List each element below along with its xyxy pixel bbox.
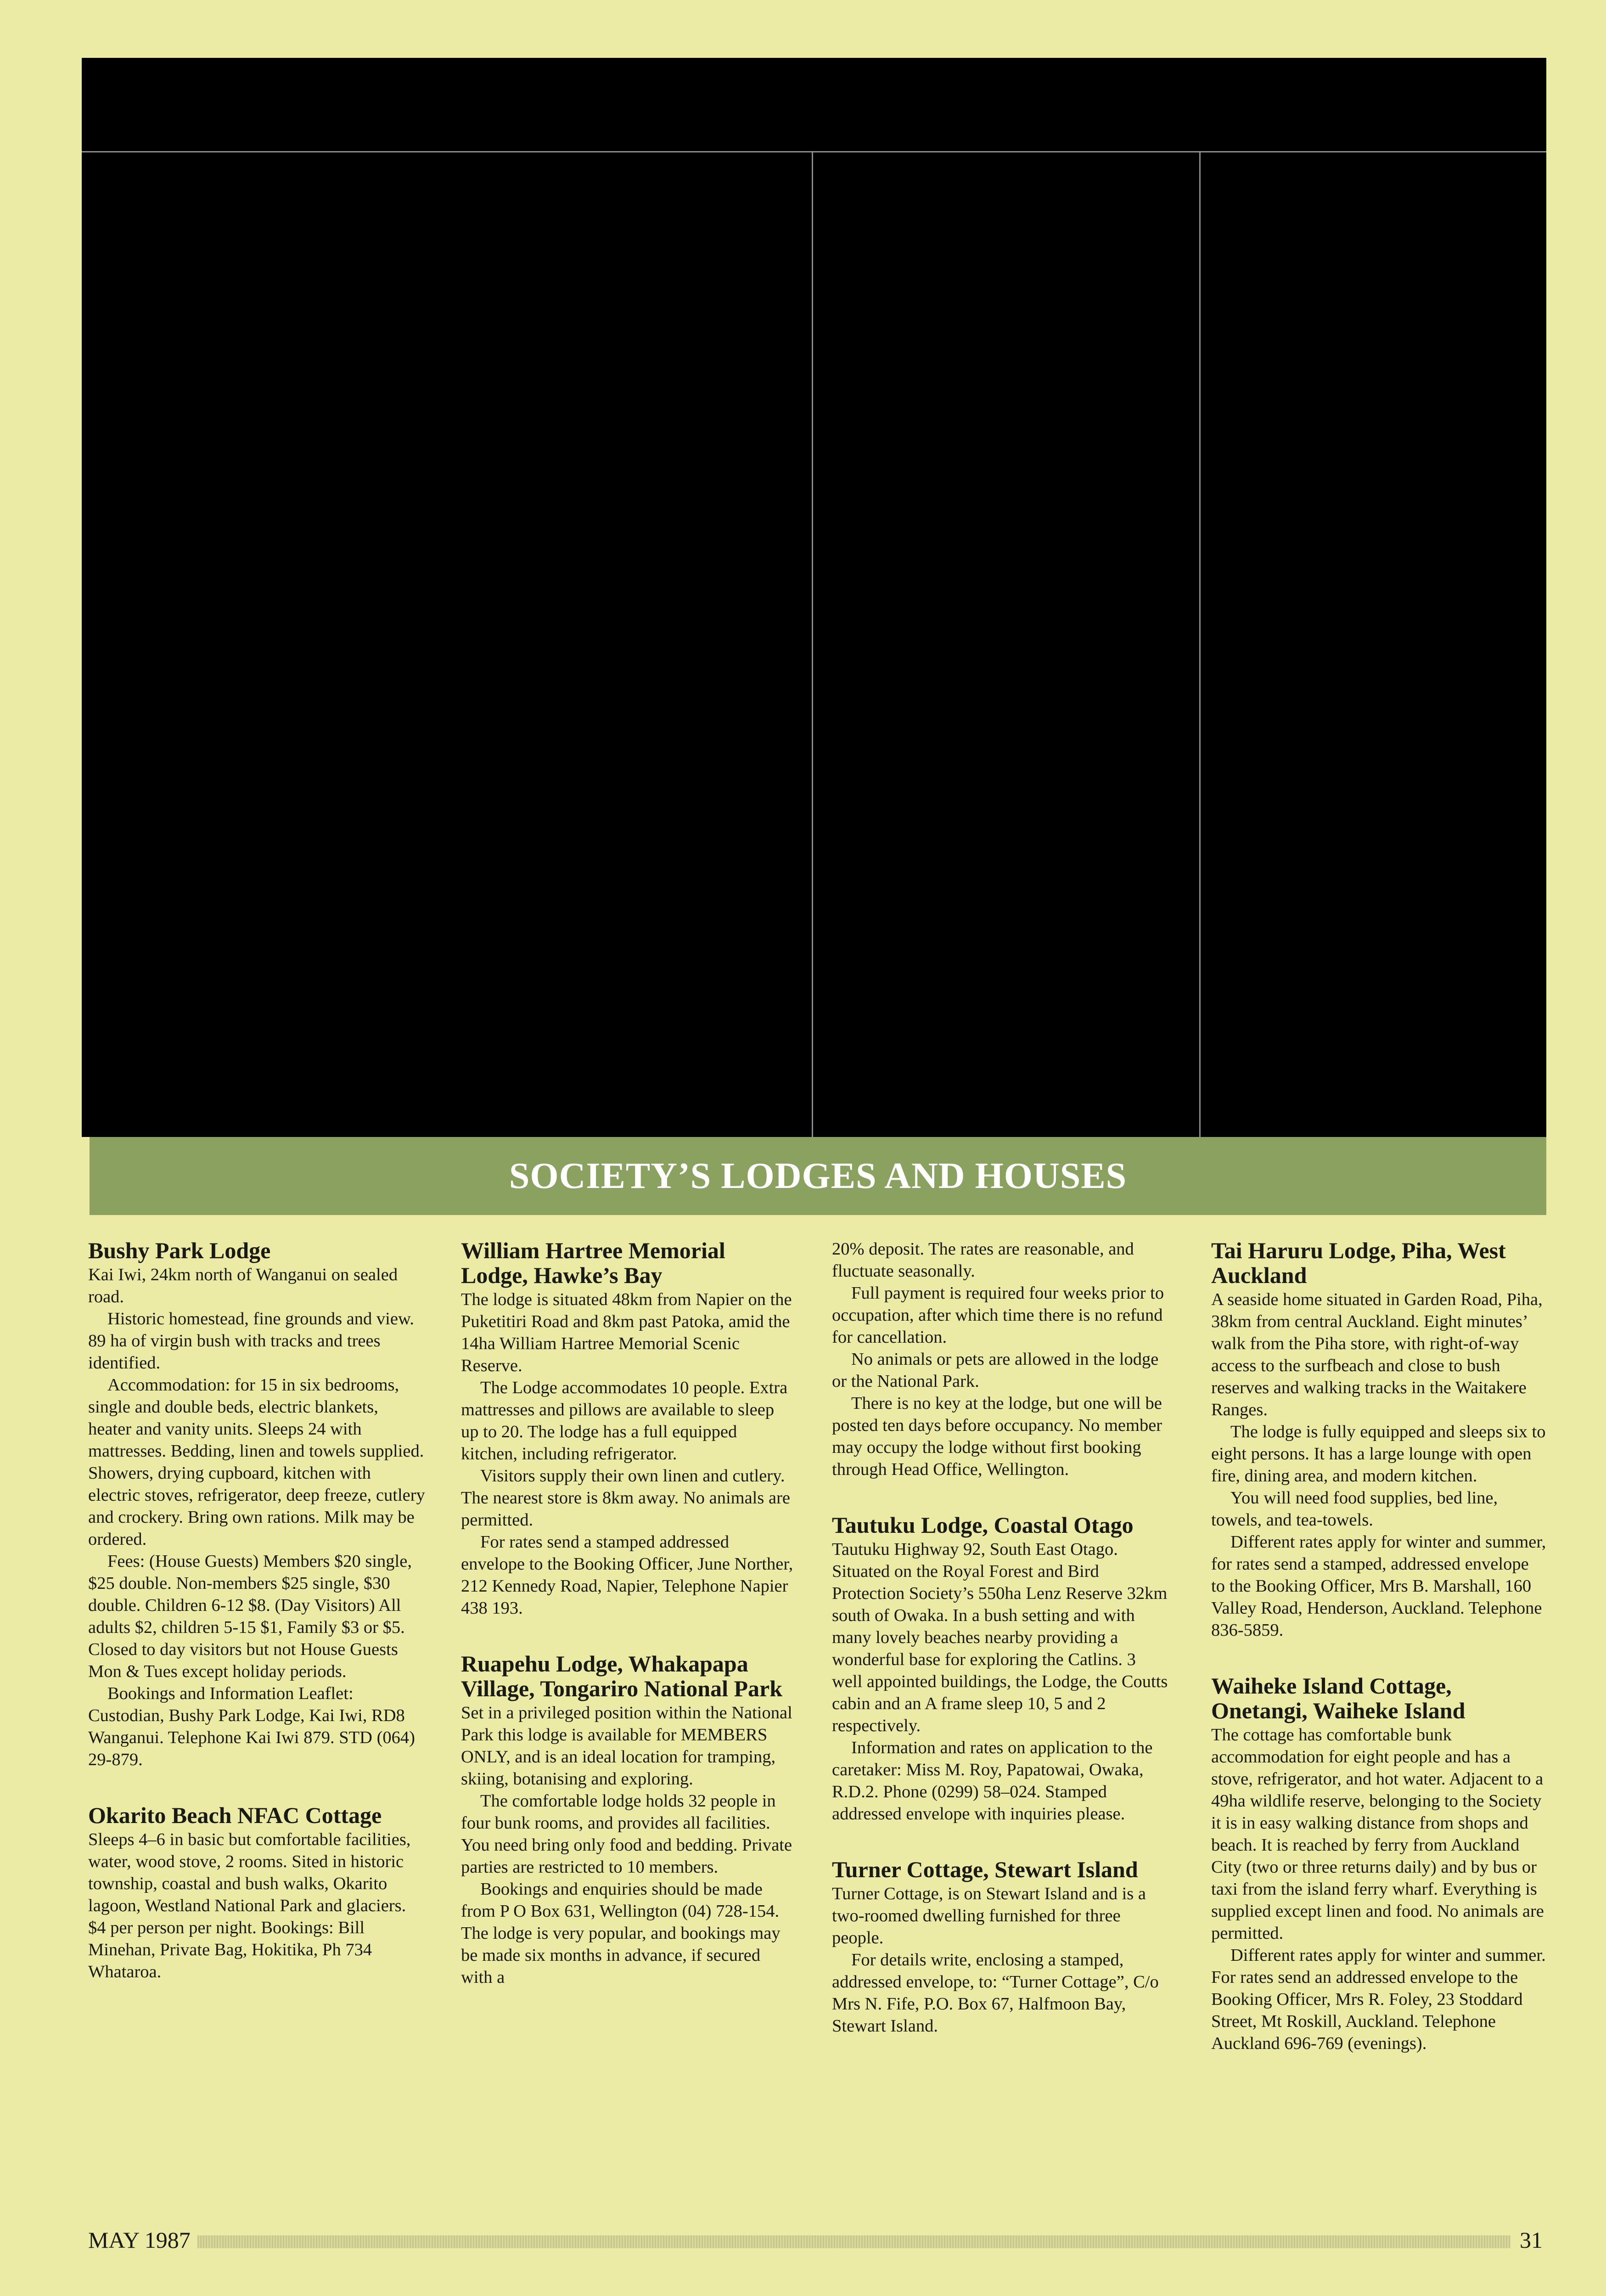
lodge-paragraph: The lodge is situated 48km from Napier on the Puketitiri Road and 8km past Patoka, amid the 14ha William Hartree Memorial Scenic Reserve. [461,1290,792,1375]
section-title: SOCIETY’S LODGES AND HOUSES [509,1155,1127,1196]
lodge-paragraph: Different rates apply for winter and summer. For rates send an addressed envelope to the Booking Officer, Mrs R. Foley, 23 Stoddard Street, Mt Roskill, Auckland. Telephone Auckland 696-769 (evenings). [1211,1946,1546,2053]
text-column-3 [832,1238,1170,2069]
lodge-title: William Hartree Memorial Lodge, Hawke’s Bay [461,1238,725,1288]
lodge-paragraph: Tautuku Highway 92, South East Otago. Situated on the Royal Forest and Bird Protection Society’s 550ha Lenz Reserve 32km south of Owaka. In a bush setting and with many lovely beaches nearby providing a wonderful base for exploring the Catlins. 3 well appointed buildings, the Lodge, the Coutts cabin and an A frame sleep 10, 5 and 2 respectively. [832,1540,1168,1735]
lodge-paragraph: Sleeps 4–6 in basic but comfortable facilities, water, wood stove, 2 rooms. Sited in historic township, coastal and bush walks, Okarito lagoon, Westland National Park and glaciers. $4 per person per night. Bookings: Bill Minehan, Private Bag, Hokitika, Ph 734 Whataroa. [88,1830,411,1981]
lodge-entry [832,1513,1170,1825]
lodge-paragraph: Bookings and enquiries should be made from P O Box 631, Wellington (04) 728-154. The lodge is very popular, and bookings may be made six months in advance, if secured with a [461,1880,781,1987]
lodge-paragraph: The Lodge accommodates 10 people. Extra mattresses and pillows are available to sleep up to 20. The lodge has a full equipped kitchen, including refrigerator. [461,1378,788,1463]
issue-date: MAY 1987 [88,2227,191,2253]
lodge-paragraph: The comfortable lodge holds 32 people in four bunk rooms, and provides all facilities. You need bring only food and bedding. Private parties are restricted to 10 members. [461,1791,792,1877]
lodge-title: Okarito Beach NFAC Cottage [88,1802,382,1828]
lodge-entry-continued [832,1238,1170,1480]
lodge-paragraph: Kai Iwi, 24km north of Wanganui on sealed road. [88,1265,398,1306]
lodge-paragraph: The lodge is fully equipped and sleeps six to eight persons. It has a large lounge with open fire, dining area, and modern kitchen. [1211,1422,1546,1486]
lodge-paragraph: You will need food supplies, bed line, towels, and tea-towels. [1211,1488,1498,1530]
lodge-paragraph: The cottage has comfortable bunk accommodation for eight people and has a stove, refrigerator, and hot water. Adjacent to a 49ha wildlife reserve, belonging to the Society it is in easy walking distance from shops and beach. It is reached by ferry from Auckland City (two or three returns daily) and by bus or taxi from the island ferry wharf. Everything is supplied except linen and food. No animals are permitted. [1211,1725,1544,1943]
lodge-title: Tai Haruru Lodge, Piha, West Auckland [1211,1238,1506,1288]
lodge-title: Ruapehu Lodge, Whakapapa Village, Tongariro National Park [461,1651,783,1701]
section-banner [90,1137,1546,1215]
photo-divider [1199,152,1201,1137]
text-column-4 [1211,1238,1546,2087]
page-number: 31 [1520,2227,1543,2253]
lodge-entry [1211,1238,1546,1641]
lodge-paragraph: Information and rates on application to the caretaker: Miss M. Roy, Papatowai, Owaka, R.D.2. Phone (0299) 58–024. Stamped addressed envelope with inquiries please. [832,1738,1153,1823]
lodge-title: Waiheke Island Cottage, Onetangi, Waiheke Island [1211,1673,1466,1723]
lodge-paragraph: For rates send a stamped addressed envelope to the Booking Officer, June Norther, 212 Kennedy Road, Napier, Telephone Napier 438 193. [461,1532,793,1618]
lodge-entry [832,1857,1170,2037]
text-column-1 [88,1238,426,2015]
photo-block [82,58,1546,1137]
lodge-paragraph: Visitors supply their own linen and cutlery. The nearest store is 8km away. No animals are permitted. [461,1466,790,1530]
lodge-paragraph: For details write, enclosing a stamped, addressed envelope, to: “Turner Cottage”, C/o Mrs N. Fife, P.O. Box 67, Halfmoon Bay, Stewart Island. [832,1950,1159,2036]
lodge-paragraph: Bookings and Information Leaflet: Custodian, Bushy Park Lodge, Kai Iwi, RD8 Wanganui. Telephone Kai Iwi 879. STD (064) 29-879. [88,1684,416,1769]
lodge-paragraph: Set in a privileged position within the National Park this lodge is available for MEMBERS ONLY, and is an ideal location for tramping, skiing, botanising and exploring. [461,1703,792,1789]
lodge-paragraph: There is no key at the lodge, but one will be posted ten days before occupancy. No member may occupy the lodge without first booking through Head Office, Wellington. [832,1394,1162,1479]
lodge-entry [88,1803,426,1983]
lodge-entry [461,1238,796,1619]
footer-rule [197,2235,1511,2248]
lodge-entry [88,1238,426,1771]
photo-strip-top [82,58,1546,152]
lodge-paragraph: 20% deposit. The rates are reasonable, and fluctuate seasonally. [832,1239,1134,1281]
lodge-entry [461,1651,796,1988]
lodge-title: Tautuku Lodge, Coastal Otago [832,1512,1134,1538]
lodge-title: Bushy Park Lodge [88,1238,271,1263]
lodge-paragraph: A seaside home situated in Garden Road, Piha, 38km from central Auckland. Eight minutes’ walk from the Piha store, with right-of-way access to the surfbeach and close to bush reserves and walking tracks in the Waitakere Ranges. [1211,1290,1543,1419]
lodge-paragraph: Fees: (House Guests) Members $20 single, $25 double. Non-members $25 single, $30 double. Children 6-12 $8. (Day Visitors) All adults $2, children 5-15 $1, Family $3 or $5. Closed to day visitors but not House Guests Mon & Tues except holiday periods. [88,1552,412,1681]
lodge-title: Turner Cottage, Stewart Island [832,1857,1138,1882]
photo-divider [812,152,813,1137]
text-column-2 [461,1238,796,2020]
lodge-paragraph: Accommodation: for 15 in six bedrooms, single and double beds, electric blankets, heater and vanity units. Sleeps 24 with mattresses. Bedding, linen and towels supplied. Showers, drying cupboard, kitchen with electric stoves, refrigerator, deep freeze, cutlery and crockery. Bring own rations. Milk may be ordered. [88,1375,425,1549]
lodge-paragraph: No animals or pets are allowed in the lodge or the National Park. [832,1350,1159,1391]
lodge-paragraph: Historic homestead, fine grounds and view. 89 ha of virgin bush with tracks and trees identified. [88,1309,414,1373]
lodge-entry [1211,1673,1546,2054]
lodge-paragraph: Turner Cottage, is on Stewart Island and is a two-roomed dwelling furnished for three people. [832,1884,1146,1947]
lodge-paragraph: Full payment is required four weeks prior to occupation, after which time there is no refund for cancellation. [832,1283,1164,1347]
lodge-paragraph: Different rates apply for winter and summer, for rates send a stamped, addressed envelope to the Booking Officer, Mrs B. Marshall, 160 Valley Road, Henderson, Auckland. Telephone 836-5859. [1211,1532,1546,1640]
